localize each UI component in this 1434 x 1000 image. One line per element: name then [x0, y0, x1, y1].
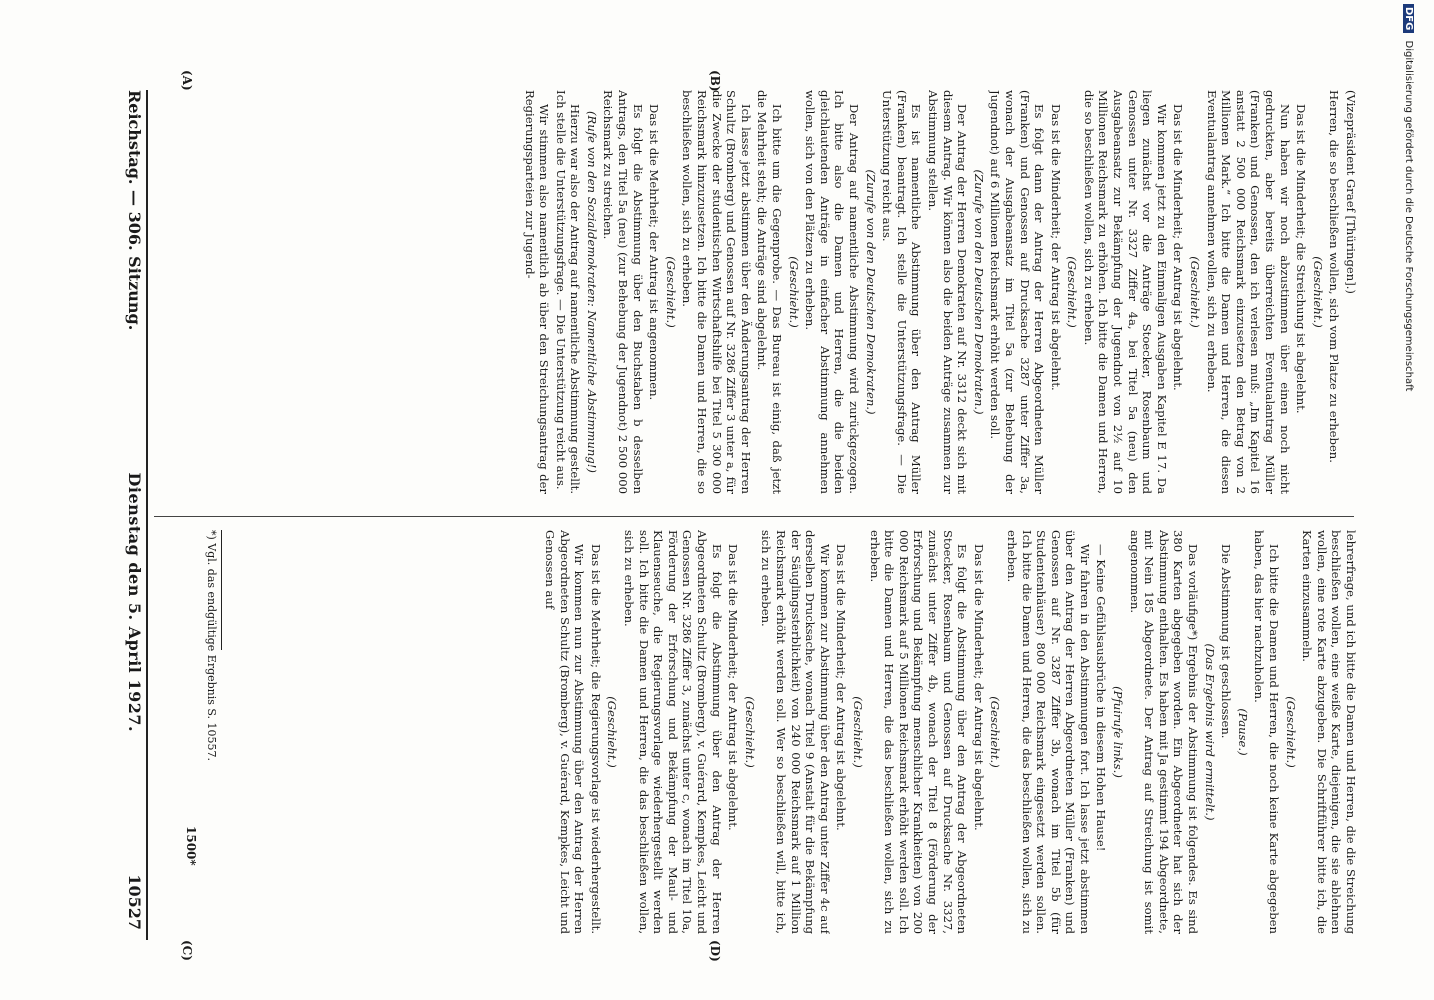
stage-direction: (Zurufe von den Deutschen Demokraten.) [863, 169, 878, 415]
stage-direction: (Rufe von den Sozialdemokraten: Namentliche Abstimmung!) [584, 111, 599, 473]
left-column [158, 90, 1358, 494]
stage-direction: (Zurufe von den Deutschen Demokraten.) [971, 169, 986, 415]
stage-direction: (Geschieht.) [851, 696, 865, 768]
stage-direction: (Geschieht.) [1188, 256, 1203, 328]
stage-direction: (Geschieht.) [988, 696, 1003, 768]
paragraph: Wir kommen jetzt zu den Einmaligen Ausgaben Kapitel E 17. Da liegen zunächst vor die Anträge Stoecker, Rosenbaum und Genossen unter Nr. 3327 Ziffer 4a, bei Titel 5a (neu) den Ausgabeansatz zur Bekämpfung der Jugendnot von 2½ auf 10 Millionen Reichsmark zu erhöhen. Ich bitte die Damen und Herren, die so beschließen wollen, sich zu erheben. [1081, 90, 1169, 494]
dfg-logo: DFG [1403, 4, 1414, 33]
stage-direction: (Geschieht.) [1310, 256, 1325, 328]
paragraph: Ich bitte um die Gegenprobe. — Das Bureau ist einig, daß jetzt die Mehrheit steht; die Anträge sind abgelehnt. [755, 90, 785, 494]
paragraph: Das ist die Mehrheit; der Antrag ist angenommen. [647, 104, 662, 401]
paragraph: Ich lasse jetzt abstimmen über den Änderungsantrag der Herren Schultz (Bromberg) und Genossen auf Nr. 3286 Ziffer 3 unter a, für die Zwecke der studentischen Wirtschaftshilfe bei Titel 5 300 000 Reichsmark hinzuzusetzen. Ich bitte die Damen und Herren, die so beschließen wollen, sich zu erheben. [680, 90, 753, 494]
paragraph: Das ist die Minderheit; der Antrag ist abgelehnt. [726, 544, 741, 831]
paragraph: Der Antrag der Herren Demokraten auf Nr. 3312 deckt sich mit diesem Antrag. Wir können also die beiden Anträge zusammen zur Abstimmung stellen. [925, 90, 970, 494]
margin-mark-b: (B) [708, 70, 722, 92]
paragraph: Nun haben wir noch abzustimmen über einen noch nicht gedruckten, aber bereits überreichten Eventualantrag Müller (Franken) und Genossen, den ich verlesen muß: „Im Kapitel 16 anstatt 2 500 000 Reichsmark einzusetzen den Betrag von 2 Millionen Mark.“ Ich bitte die Damen und Herren, die diesen Eventualantrag annehmen wollen, sich zu erheben. [1204, 90, 1292, 494]
paragraph: Das ist die Minderheit; der Antrag ist abgelehnt. [971, 544, 986, 831]
footnote: *) Vgl. das endgültige Ergebnis S. 10557. [205, 530, 218, 762]
paragraph: Der Antrag auf namentliche Abstimmung wird zurückgezogen. Ich bitte also die Damen und Herren, die die beiden gleichlautenden Anträge in einfacher Abstimmung annehmen wollen, sich von den Plätzen zu erheben. [803, 90, 861, 494]
stage-direction: (Geschieht.) [605, 696, 620, 768]
paragraph: Ich bitte die Damen und Herren, die noch keine Karte abgegeben haben, das hier nachzuholen. [1252, 530, 1282, 934]
paragraph: Das ist die Minderheit; die Streichung ist abgelehnt. [1294, 104, 1309, 414]
page-number: 10527 [125, 874, 145, 930]
stage-direction: (Pfuirufe links.) [1111, 686, 1126, 778]
stage-direction: (Geschieht.) [786, 256, 801, 328]
paragraph: Das ist die Minderheit; der Antrag ist abgelehnt. [1048, 104, 1063, 391]
stage-direction: (Das Ergebnis wird ermittelt.) [1202, 643, 1217, 821]
paragraph: — Keine Gefühlsausbrüche in diesem Hohen Hause! [1094, 544, 1109, 852]
paragraph: Das ist die Minderheit; der Antrag ist abgelehnt. [834, 544, 849, 831]
right-column [158, 530, 1358, 934]
paragraph: Wir stimmen also namentlich ab über den Streichungsantrag der Regierungsparteien zur Jugend- [522, 90, 552, 494]
paragraph: Es folgt dann der Antrag der Herren Abgeordneten Müller (Franken) und Genossen auf Drucksache 3287 unter Ziffer 3a, wonach der Ausgabeansatz im Titel 5a (zur Behebung der Jugendnot) auf 6 Millionen Reichsmark erhöht werden soll. [988, 90, 1047, 494]
funding-watermark [1396, 4, 1414, 994]
funding-text: Digitalisierung gefördert durch die Deutsche Forschungsgemeinschaft [1403, 40, 1414, 392]
margin-mark-d: (D) [708, 940, 722, 962]
paragraph: lehrerfrage, und ich bitte die Damen und Herren, die die Streichung beschließen wollen, eine weiße Karte, diejenigen, die sie ablehnen wollen, eine rote Karte abzugeben. Die Schriftführer bitte ich, die Karten einzusammeln. [1300, 530, 1358, 934]
paragraph: Es folgt die Abstimmung über den Antrag der Herren Abgeordneten Schultz (Bromberg), v. Guérard, Kempkes, Leicht und Genossen Nr. 3286 Ziffer 3, zunächst unter c, wonach im Titel 10a, Förderung der Erforschung und Bekämpfung der Maul- und Klauenseuche, die Regierungsvorlage wiederhergestellt werden soll. Ich bitte die Damen und Herren, die das beschließen wollen, sich zu erheben. [622, 530, 724, 934]
paragraph: Das vorläufige*) Ergebnis der Abstimmung ist folgendes. Es sind 380 Karten abgegeben worden. Ein Abgeordneter hat sich der Abstimmung enthalten. Es haben mit Ja gestimmt 194 Abgeordnete, mit Nein 185 Abgeordnete. Der Antrag auf Streichung ist somit angenommen. [1127, 530, 1201, 934]
stage-direction: (Geschieht.) [1065, 256, 1080, 328]
column-divider [154, 516, 1354, 517]
stage-direction: (Pause.) [1235, 708, 1250, 756]
header-rule [146, 90, 148, 940]
paragraph: Die Abstimmung ist geschlossen. [1219, 544, 1234, 739]
footnote-rule [221, 530, 222, 650]
paragraph: Wir fahren in den Abstimmungen fort. Ich lasse jetzt abstimmen über den Antrag der Herren Abgeordneten Müller (Franken) und Genossen auf Nr. 3287 Ziffer 3b, wonach im Titel 5b (für Studentenhäuser) 800 000 Reichsmark eingesetzt werden sollen. Ich bitte die Damen und Herren, die das beschließen wollen, sich zu erheben. [1004, 530, 1092, 934]
paragraph: Wir kommen nun zur Abstimmung über den Antrag der Herren Abgeordneten Schultz (Bromberg), v. Guérard, Kempkes, Leicht und Genossen auf [543, 530, 587, 934]
signature-mark: 1500* [184, 826, 198, 866]
margin-mark-a: (A) [180, 70, 194, 91]
header-date: Dienstag den 5. April 1927. [125, 472, 145, 733]
margin-mark-c: (C) [180, 940, 194, 961]
paragraph: Das ist die Minderheit; der Antrag ist abgelehnt. [1171, 104, 1186, 391]
stage-direction: (Geschieht.) [742, 696, 757, 768]
paragraph: Es folgt die Abstimmung über den Antrag der Abgeordneten Stoecker, Rosenbaum und Genossen auf Drucksache Nr. 3327, zunächst unter Ziffer 4b, wonach der Titel 8 (Förderung der Erforschung und Bekämpfung menschlicher Krankheiten) von 200 000 Reichsmark auf 5 Millionen Reichsmark erhöht werden soll. Ich bitte die Damen und Herren, die das beschließen wollen, sich zu erheben. [867, 530, 970, 934]
paragraph: Hierzu war also der Antrag auf namentliche Abstimmung gestellt. Ich stelle die Unterstützungsfrage. — Die Unterstützung reicht aus. [553, 90, 583, 494]
paragraph: Das ist die Mehrheit; die Regierungsvorlage ist wiederhergestellt. [588, 544, 603, 934]
paragraph: (Vizepräsident Graef [Thüringen].) [1344, 90, 1358, 294]
stage-direction: (Geschieht.) [1283, 696, 1298, 768]
header-left: Reichstag. — 306. Sitzung. [125, 90, 145, 331]
paragraph: Wir kommen zur Abstimmung über den Antrag unter Ziffer 4c auf derselben Drucksache, wonach Titel 9 (Anstalt für die Bekämpfung der Säuglingssterblichkeit) von 240 000 Reichsmark auf 1 Million Reichsmark erhöht werden soll. Wer so beschließen will, bitte ich, sich zu erheben. [759, 530, 832, 934]
paragraph: Herren, die so beschließen wollen, sich vom Platze zu erheben. [1327, 90, 1342, 463]
paragraph: Es ist namentliche Abstimmung über den Antrag Müller (Franken) beantragt. Ich stelle die Unterstützungsfrage. — Die Unterstützung reicht aus. [880, 90, 924, 494]
paragraph: Es folgt die Abstimmung über den Buchstaben b desselben Antrags, den Titel 5a (neu) (zur Behebung der Jugendnot) 2 500 000 Reichsmark zu streichen. [601, 90, 645, 494]
stage-direction: (Geschieht.) [663, 256, 678, 328]
page-header [124, 90, 146, 930]
